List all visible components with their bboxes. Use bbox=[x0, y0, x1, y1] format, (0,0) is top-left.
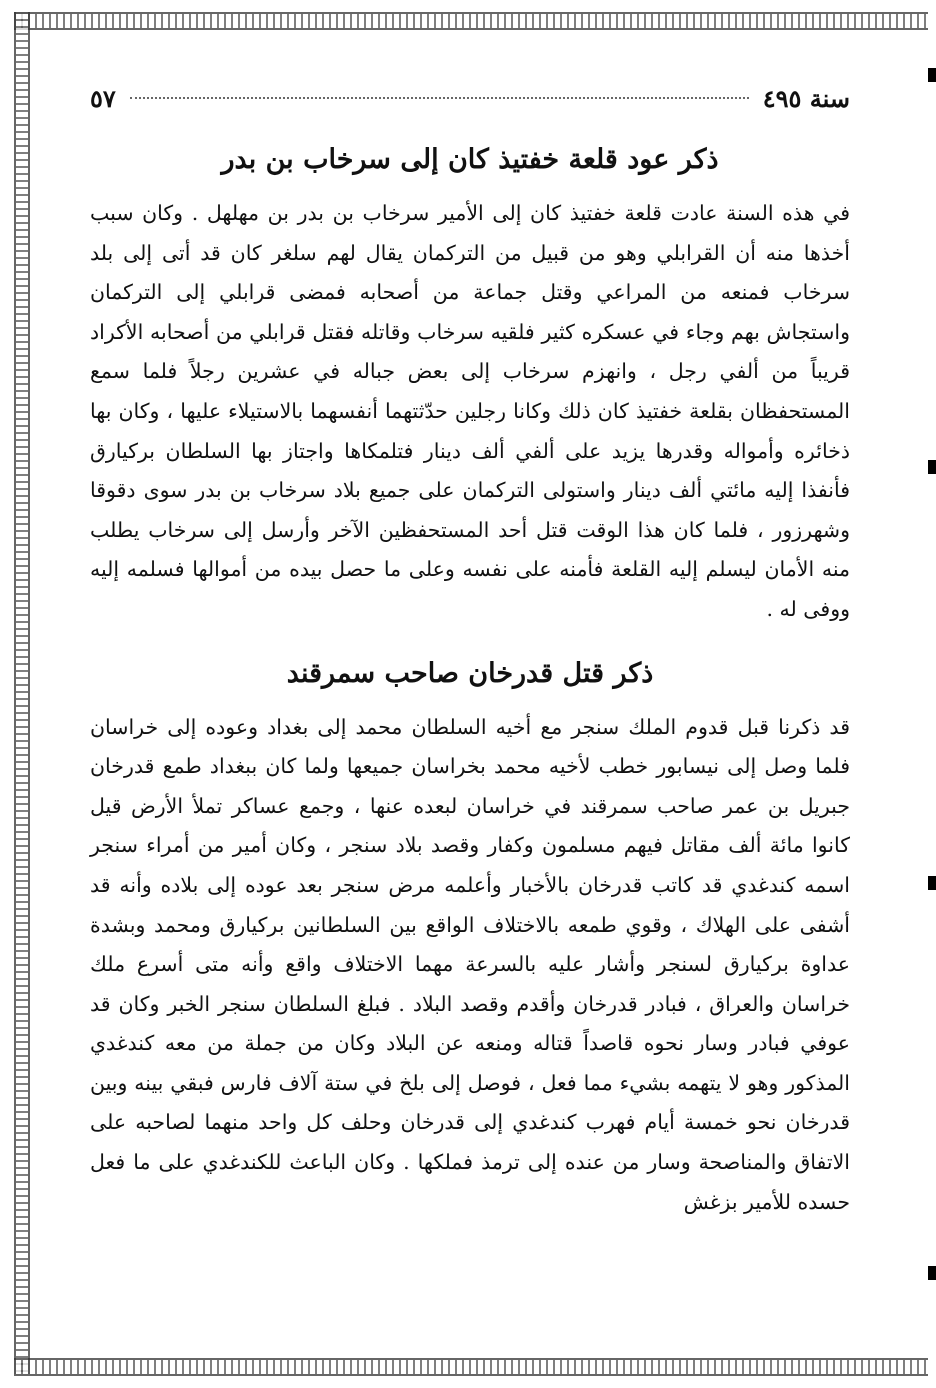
ornamental-border-top bbox=[14, 12, 928, 30]
ornamental-border-bottom bbox=[14, 1358, 928, 1376]
book-page bbox=[90, 80, 850, 1350]
section-body-2: قد ذكرنا قبل قدوم الملك سنجر مع أخيه السلطان محمد إلى بغداد وعوده إلى خراسان فلما وصل إلى نيسابور خطب لأخيه محمد بخراسان جميعها ولما كان ببغداد طمع قدرخان جبريل بن عمر صاحب سمرقند في خراسان لبعده عنها ، وجمع عساكر تملأ الأرض قيل كانوا مائة ألف مقاتل فيهم مسلمون وكفار وقصد بلاد سنجر ، وكان أمير من أمراء سنجر اسمه كندغدي قد كاتب قدرخان بالأخبار وأعلمه مرض سنجر بعد عوده إلى بلاده وأنه قد أشفى على الهلاك ، وقوي طمعه بالاختلاف الواقع بين السلطانين بركيارق ومحمد وبشدة عداوة بركيارق لسنجر وأشار عليه بالسرعة مهما الاختلاف واقع وأنه متى أسرع ملك خراسان والعراق ، فبادر قدرخان وأقدم وقصد البلاد . فبلغ السلطان سنجر الخبر وكان قد عوفي فبادر وسار نحوه قاصداً قتاله ومنعه عن البلاد وكان من جملة من معه كندغدي المذكور وهو لا يتهمه بشيء مما فعل ، فوصل إلى بلخ في ستة آلاف فارس فبقي بينه وبين قدرخان نحو خمسة أيام فهرب كندغدي إلى قدرخان وحلف كل واحد منهما لصاحبه على الاتفاق والمناصحة وسار من عنده إلى ترمذ فملكها . وكان الباعث للكندغدي على ما فعل حسده للأمير بزغش bbox=[90, 714, 850, 1214]
ornamental-border-left bbox=[14, 12, 30, 1374]
edge-mark bbox=[928, 460, 936, 474]
running-head bbox=[90, 80, 850, 116]
section-title-1: ذكر عود قلعة خفتيذ كان إلى سرخاب بن بدر bbox=[221, 144, 719, 175]
edge-mark bbox=[928, 1266, 936, 1280]
edge-mark bbox=[928, 876, 936, 890]
edge-mark bbox=[928, 68, 936, 82]
section-title-2: ذكر قتل قدرخان صاحب سمرقند bbox=[286, 657, 654, 689]
year-label: سنة ٤٩٥ bbox=[762, 83, 850, 113]
page-number: ٥٧ bbox=[90, 83, 116, 113]
dotted-leader bbox=[130, 97, 749, 99]
section-body-1: في هذه السنة عادت قلعة خفتيذ كان إلى الأمير سرخاب بن بدر بن مهلهل . وكان سبب أخذها منه أن القرابلي وهو من قبيل من التركمان يقال لهم سلغر كان قد أتى إلى بلد سرخاب فمنعه من المراعي وقتل جماعة من أصحابه فمضى قرابلي إلى التركمان واستجاش بهم وجاء في عسكره كثير فلقيه سرخاب وقاتله فقتل قرابلي من أصحابه الأكراد قريباً من ألفي رجل ، وانهزم سرخاب إلى بعض جباله في عشرين رجلاً فلما سمع المستحفظان بقلعة خفتيذ كان ذلك وكانا رجلين حدّثتهما أنفسهما بالاستيلاء عليها ، وكان بها ذخائره وأمواله وقدرها يزيد على ألفي ألف دينار فتلمكاها واجتاز بها السلطان بركيارق فأنفذا إليه مائتي ألف دينار واستولى التركمان على جميع بلاد سرخاب بن بدر سوى دقوقا وشهرزور ، فلما كان هذا الوقت قتل أحد المستحفظين الآخر وأرسل إلى سرخاب يطلب منه الأمان ليسلم إليه القلعة فأمنه على نفسه وعلى ما حصل بيده من أموالها فسلمه إليه ووفى له . bbox=[90, 201, 850, 621]
